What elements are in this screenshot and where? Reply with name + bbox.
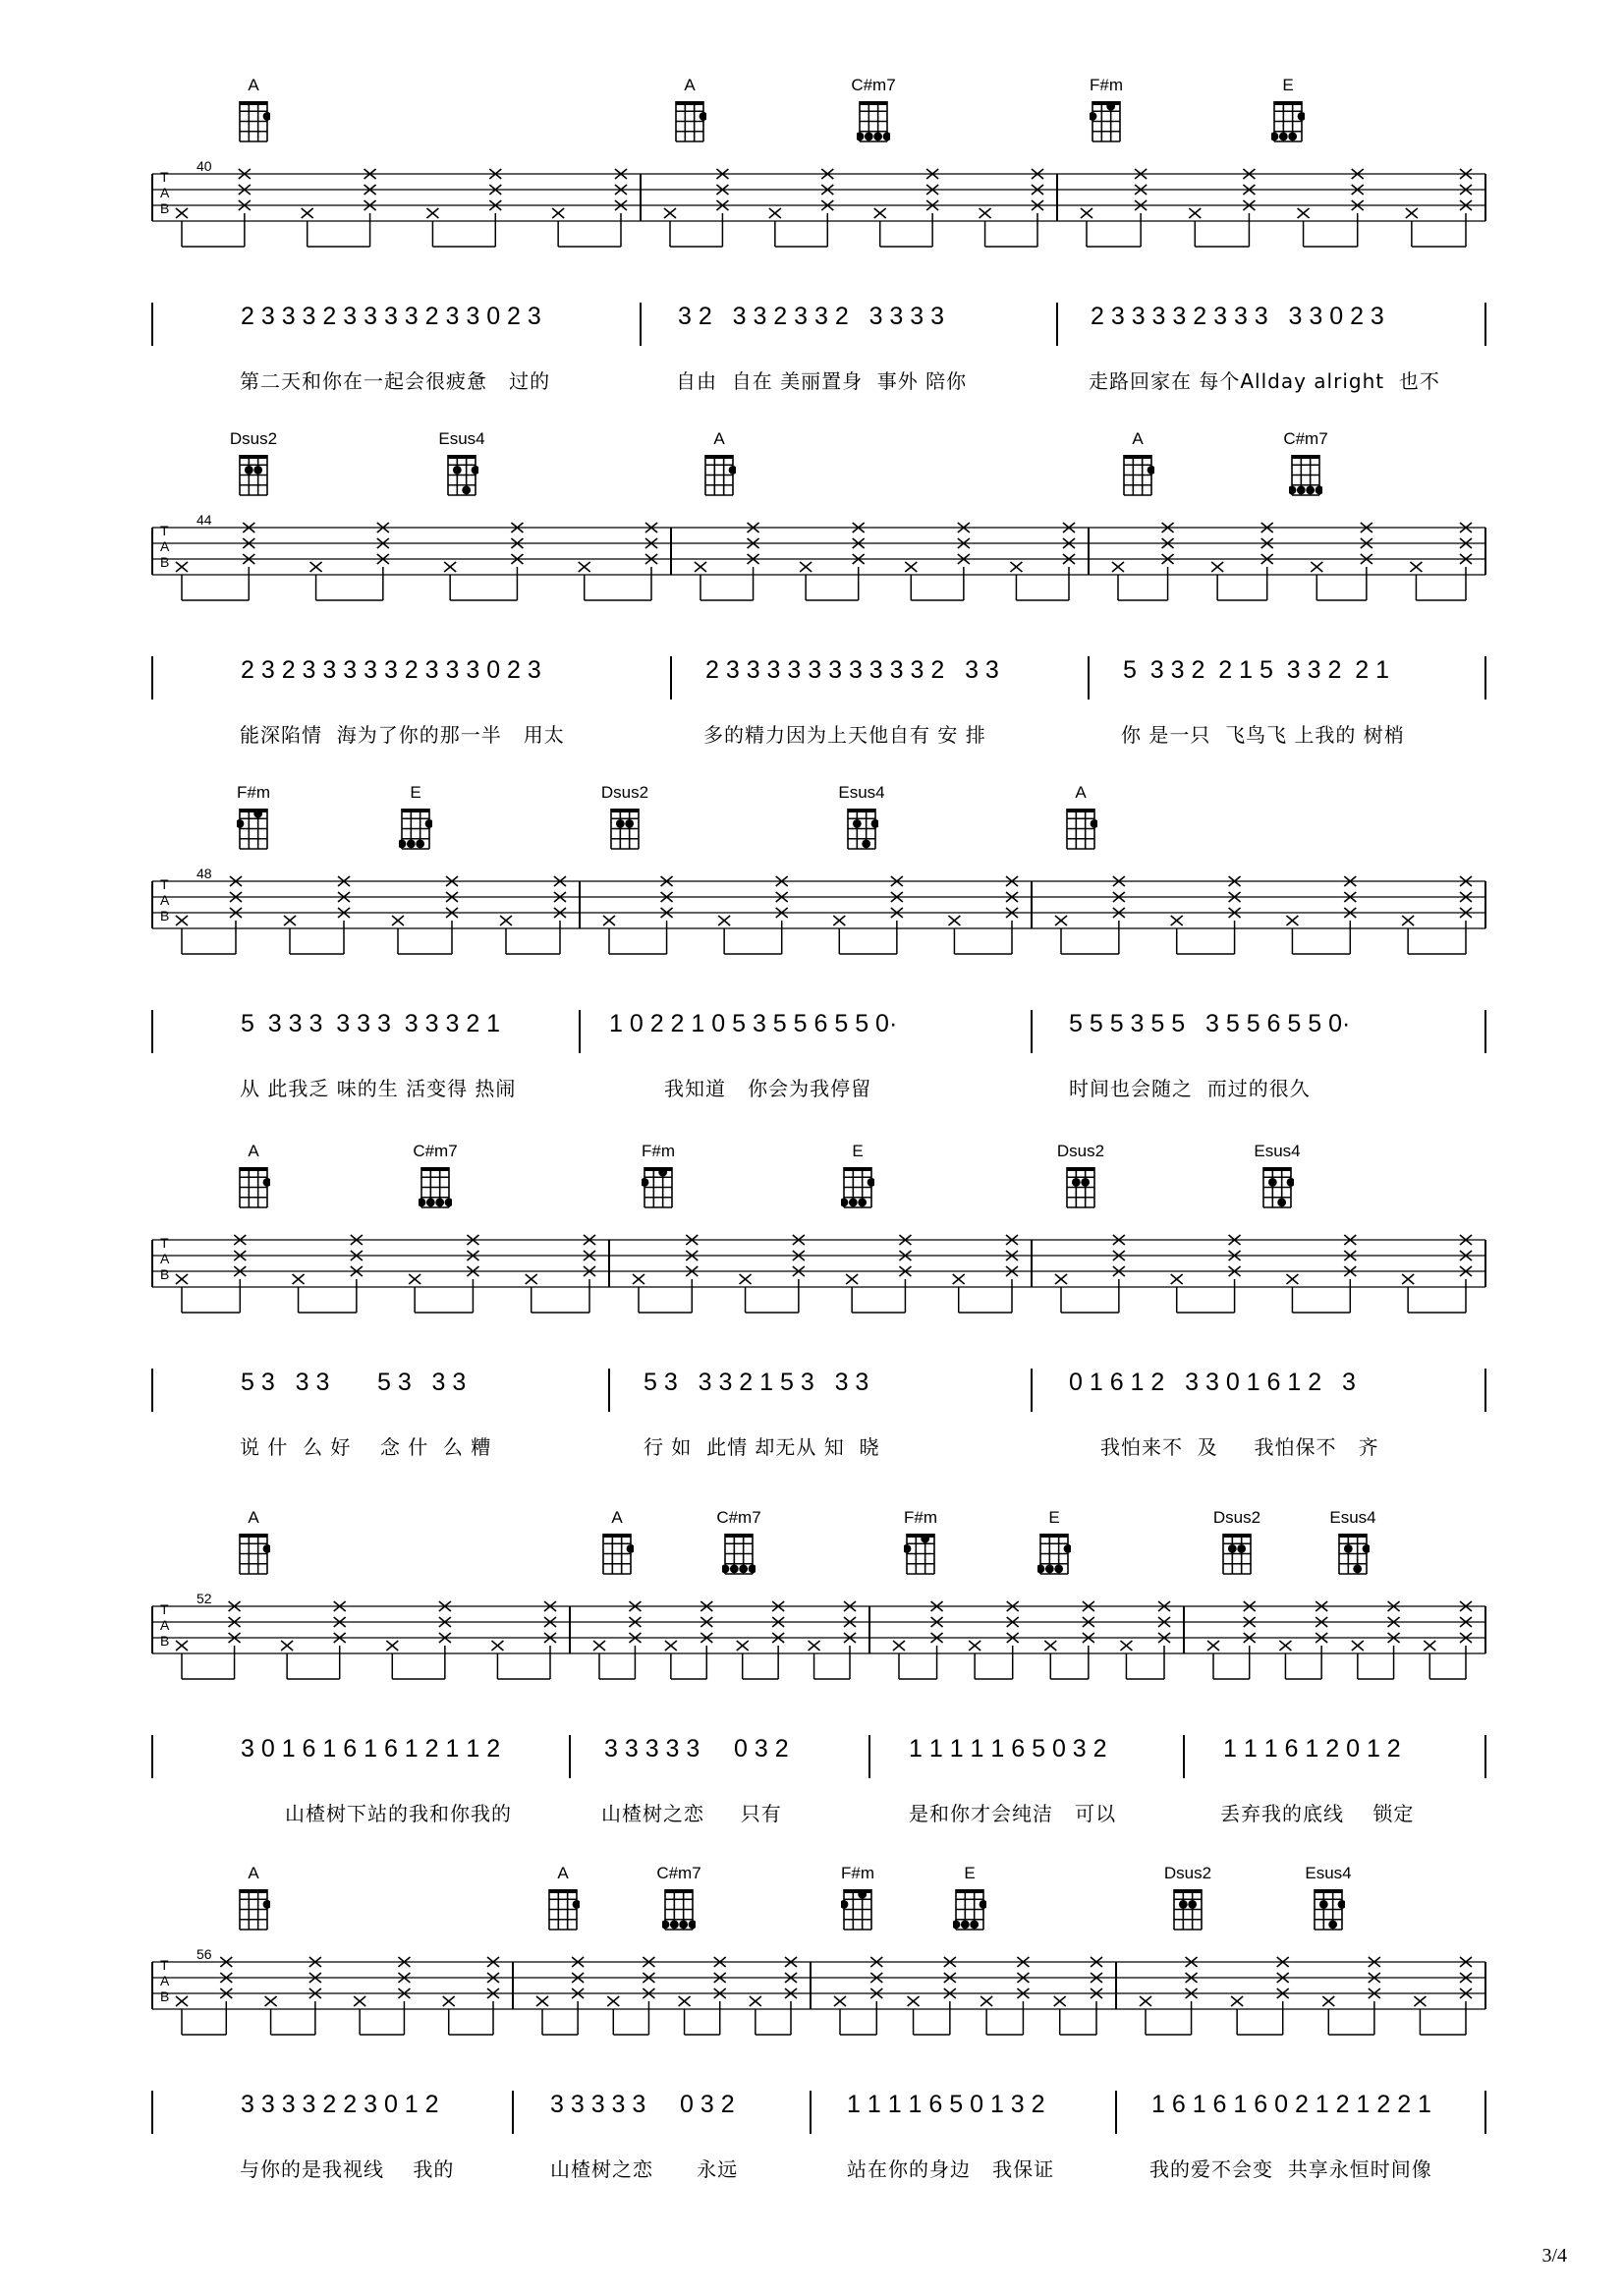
- strum-mark: [1322, 1996, 1334, 2006]
- strum-mark: [281, 1641, 293, 1651]
- strum-mark: [579, 562, 590, 572]
- strum-mark: [905, 562, 917, 572]
- chord-name: C#m7: [1283, 429, 1328, 448]
- strum-mark: [409, 1274, 420, 1284]
- strum-mark: [526, 1274, 537, 1284]
- strum-mark: [176, 1641, 188, 1651]
- jianpu-notes: 1 6 1 6 1 6 0 2 1 2 1 2 2 1: [1151, 2091, 1431, 2118]
- strum-mark: [969, 1641, 980, 1651]
- jianpu-notes: 2 3 3 3 2 3 3 3 3 2 3 3 0 2 3: [241, 303, 541, 330]
- lyric-line: 自由 自在 美丽置身 事外 陪你: [676, 369, 968, 393]
- chord-name: Dsus2: [1056, 1142, 1105, 1160]
- strum-mark: [1286, 1274, 1298, 1284]
- strum-mark: [1140, 1996, 1151, 2006]
- strum-mark: [1010, 562, 1022, 572]
- chord-name: A: [713, 429, 725, 448]
- strum-mark: [607, 1996, 619, 2006]
- strum-mark: [800, 562, 812, 572]
- notation-system: [0, 403, 1624, 756]
- svg-text:T: T: [160, 1601, 169, 1617]
- chord-name: E: [1282, 76, 1294, 94]
- svg-text:B: B: [160, 1988, 170, 2004]
- lyric-line: 时间也会随之 而过的很久: [1069, 1077, 1311, 1100]
- chord-name: A: [248, 1508, 259, 1527]
- chord-name: Esus4: [1329, 1508, 1376, 1527]
- tab-staff: [0, 1482, 1624, 1835]
- svg-text:A: A: [160, 1251, 170, 1266]
- lyric-line: 第二天和你在一起会很疲惫 过的: [240, 369, 551, 393]
- chord-name: Esus4: [438, 429, 485, 448]
- strum-mark: [265, 1996, 277, 2006]
- svg-text:A: A: [160, 1617, 170, 1633]
- strum-mark: [1424, 1641, 1435, 1651]
- jianpu-notes: 3 3 3 3 3 0 3 2: [550, 2091, 735, 2118]
- chord-name: A: [1132, 429, 1144, 448]
- bar-number: 40: [196, 158, 212, 174]
- strum-mark: [176, 562, 188, 572]
- chord-name: F#m: [841, 1864, 874, 1882]
- strum-mark: [1044, 1641, 1056, 1651]
- strum-mark: [1207, 1641, 1219, 1651]
- strum-mark: [948, 916, 960, 925]
- chord-name: A: [684, 76, 696, 94]
- bar-number: 56: [196, 1946, 212, 1962]
- chord-name: Dsus2: [600, 783, 649, 802]
- svg-text:T: T: [160, 876, 169, 892]
- strum-mark: [426, 208, 438, 218]
- lyric-line: 山楂树下站的我和你我的: [285, 1802, 512, 1825]
- chord-name: A: [248, 76, 259, 94]
- strum-mark: [737, 1641, 749, 1651]
- strum-mark: [536, 1996, 548, 2006]
- lyric-line: 与你的是我视线 我的: [240, 2157, 455, 2181]
- svg-text:T: T: [160, 1235, 169, 1251]
- strum-mark: [603, 916, 615, 925]
- notation-system: [0, 1115, 1624, 1479]
- jianpu-notes: 5 3 3 3 2 1 5 3 3 3: [644, 1369, 869, 1396]
- jianpu-notes: 3 3 3 3 2 2 3 0 1 2: [241, 2091, 439, 2118]
- svg-text:B: B: [160, 554, 170, 570]
- jianpu-notes: 1 1 1 6 1 2 0 1 2: [1223, 1735, 1401, 1763]
- strum-mark: [293, 1274, 305, 1284]
- jianpu-notes: 1 1 1 1 1 6 5 0 3 2: [909, 1735, 1107, 1763]
- chord-name: Esus4: [1254, 1142, 1301, 1160]
- strum-mark: [1189, 208, 1201, 218]
- jianpu-notes: 5 3 3 3 5 3 3 3: [241, 1369, 467, 1396]
- strum-mark: [552, 208, 564, 218]
- lyric-line: 山楂树之恋 永远: [550, 2157, 739, 2181]
- svg-text:T: T: [160, 523, 169, 538]
- tab-staff: [0, 1837, 1624, 2191]
- lyric-line: 从 此我乏 味的生 活变得 热闹: [240, 1077, 517, 1100]
- strum-mark: [633, 1274, 644, 1284]
- chord-name: C#m7: [851, 76, 896, 94]
- strum-mark: [665, 1641, 677, 1651]
- jianpu-notes: 5 5 5 3 5 5 3 5 5 6 5 5 0·: [1069, 1010, 1351, 1037]
- strum-mark: [695, 562, 706, 572]
- lyric-line: 能深陷情 海为了你的那一半 用太: [240, 723, 565, 747]
- chord-name: A: [248, 1142, 259, 1160]
- jianpu-notes: 2 3 3 3 3 3 3 3 3 3 3 2 3 3: [705, 656, 999, 684]
- tab-staff: [0, 49, 1624, 403]
- strum-mark: [893, 1641, 905, 1651]
- chord-name: E: [964, 1864, 976, 1882]
- chord-name: A: [248, 1864, 259, 1882]
- svg-text:B: B: [160, 908, 170, 924]
- jianpu-notes: 3 0 1 6 1 6 1 6 1 2 1 1 2: [241, 1735, 501, 1763]
- jianpu-notes: 3 2 3 3 2 3 3 2 3 3 3 3: [678, 303, 945, 330]
- chord-name: Dsus2: [1163, 1864, 1212, 1882]
- svg-text:T: T: [160, 1957, 169, 1973]
- lyric-line: 丢弃我的底线 锁定: [1220, 1802, 1415, 1825]
- lyric-line: 是和你才会纯洁 可以: [909, 1802, 1117, 1825]
- svg-text:A: A: [160, 892, 170, 908]
- chord-name: Esus4: [1305, 1864, 1352, 1882]
- strum-mark: [176, 208, 188, 218]
- jianpu-notes: 1 1 1 1 6 5 0 1 3 2: [847, 2091, 1045, 2118]
- strum-mark: [679, 1996, 691, 2006]
- strum-mark: [769, 208, 781, 218]
- strum-mark: [1402, 1274, 1414, 1284]
- chord-name: A: [557, 1864, 569, 1882]
- strum-mark: [1211, 562, 1223, 572]
- chord-name: A: [1075, 783, 1087, 802]
- jianpu-notes: 2 3 3 3 3 2 3 3 3 3 3 0 2 3: [1091, 303, 1384, 330]
- svg-text:A: A: [160, 1973, 170, 1988]
- strum-mark: [392, 916, 404, 925]
- strum-mark: [1410, 562, 1422, 572]
- strum-mark: [500, 916, 512, 925]
- chord-name: Dsus2: [229, 429, 278, 448]
- strum-mark: [750, 1996, 761, 2006]
- strum-mark: [1414, 1996, 1426, 2006]
- chord-name: E: [852, 1142, 864, 1160]
- lyric-line: 你 是一只 飞鸟飞 上我的 树梢: [1121, 723, 1405, 747]
- strum-mark: [718, 916, 730, 925]
- tab-staff: [0, 403, 1624, 756]
- jianpu-notes: 1 0 2 2 1 0 5 3 5 5 6 5 5 0·: [609, 1010, 898, 1037]
- notation-system: [0, 756, 1624, 1110]
- jianpu-notes: 5 3 3 2 2 1 5 3 3 2 2 1: [1123, 656, 1390, 684]
- strum-mark: [908, 1996, 920, 2006]
- strum-mark: [1171, 1274, 1183, 1284]
- chord-name: C#m7: [716, 1508, 761, 1527]
- chord-name: F#m: [237, 783, 270, 802]
- notation-system: [0, 49, 1624, 403]
- lyric-line: 我怕来不 及 我怕保不 齐: [1100, 1435, 1379, 1459]
- strum-mark: [1311, 562, 1322, 572]
- tab-staff: [0, 1115, 1624, 1469]
- svg-text:A: A: [160, 538, 170, 554]
- lyric-line: 多的精力因为上天他自有 安 排: [703, 723, 986, 747]
- svg-text:A: A: [160, 185, 170, 200]
- strum-mark: [980, 1996, 992, 2006]
- jianpu-notes: 5 3 3 3 3 3 3 3 3 3 2 1: [241, 1010, 501, 1037]
- strum-mark: [443, 1996, 455, 2006]
- chord-name: A: [611, 1508, 623, 1527]
- lyric-line: 走路回家在 每个Allday alright 也不: [1089, 369, 1440, 393]
- strum-mark: [664, 208, 676, 218]
- chord-name: F#m: [904, 1508, 937, 1527]
- strum-mark: [302, 208, 313, 218]
- lyric-line: 站在你的身边 我保证: [847, 2157, 1055, 2181]
- chord-name: C#m7: [656, 1864, 701, 1882]
- page-number: 3/4: [1541, 2245, 1567, 2267]
- strum-mark: [310, 562, 322, 572]
- strum-mark: [846, 1274, 858, 1284]
- strum-mark: [834, 1996, 846, 2006]
- strum-mark: [1231, 1996, 1243, 2006]
- lyric-line: 我知道 你会为我停留: [664, 1077, 872, 1100]
- chord-name: C#m7: [413, 1142, 458, 1160]
- strum-mark: [980, 208, 991, 218]
- strum-mark: [1120, 1641, 1132, 1651]
- strum-mark: [1054, 1996, 1066, 2006]
- strum-mark: [1352, 1641, 1364, 1651]
- chord-name: Esus4: [838, 783, 885, 802]
- svg-text:T: T: [160, 169, 169, 185]
- lyric-line: 山楂树之恋 只有: [601, 1802, 782, 1825]
- strum-mark: [953, 1274, 965, 1284]
- strum-mark: [176, 1274, 188, 1284]
- strum-mark: [1402, 916, 1414, 925]
- strum-mark: [354, 1996, 365, 2006]
- chord-name: E: [1048, 1508, 1060, 1527]
- strum-mark: [1055, 1274, 1067, 1284]
- strum-mark: [1298, 208, 1310, 218]
- strum-mark: [1171, 916, 1183, 925]
- chord-name: Dsus2: [1212, 1508, 1261, 1527]
- strum-mark: [740, 1274, 752, 1284]
- tab-staff: [0, 756, 1624, 1110]
- strum-mark: [1055, 916, 1067, 925]
- strum-mark: [1279, 1641, 1291, 1651]
- strum-mark: [874, 208, 886, 218]
- svg-text:B: B: [160, 1633, 170, 1649]
- strum-mark: [1286, 916, 1298, 925]
- notation-system: [0, 1837, 1624, 2191]
- svg-text:B: B: [160, 200, 170, 216]
- bar-number: 52: [196, 1591, 212, 1606]
- svg-text:B: B: [160, 1266, 170, 1282]
- strum-mark: [386, 1641, 398, 1651]
- jianpu-notes: 0 1 6 1 2 3 3 0 1 6 1 2 3: [1069, 1369, 1356, 1396]
- strum-mark: [593, 1641, 605, 1651]
- chord-name: F#m: [642, 1142, 675, 1160]
- notation-system: [0, 1482, 1624, 1835]
- chord-name: F#m: [1090, 76, 1123, 94]
- strum-mark: [833, 916, 845, 925]
- bar-number: 48: [196, 866, 212, 881]
- lyric-line: 说 什 么 好 念 什 么 糟: [240, 1435, 492, 1459]
- strum-mark: [176, 1996, 188, 2006]
- strum-mark: [1406, 208, 1418, 218]
- chord-name: E: [410, 783, 421, 802]
- lyric-line: 我的爱不会变 共享永恒时间像: [1149, 2157, 1432, 2181]
- strum-mark: [491, 1641, 503, 1651]
- jianpu-notes: 3 3 3 3 3 0 3 2: [604, 1735, 789, 1763]
- jianpu-notes: 2 3 2 3 3 3 3 3 2 3 3 3 0 2 3: [241, 656, 541, 684]
- lyric-line: 行 如 此情 却无从 知 晓: [644, 1435, 880, 1459]
- strum-mark: [809, 1641, 820, 1651]
- strum-mark: [1112, 562, 1124, 572]
- strum-mark: [444, 562, 456, 572]
- strum-mark: [284, 916, 296, 925]
- strum-mark: [1081, 208, 1092, 218]
- strum-mark: [176, 916, 188, 925]
- bar-number: 44: [196, 512, 212, 528]
